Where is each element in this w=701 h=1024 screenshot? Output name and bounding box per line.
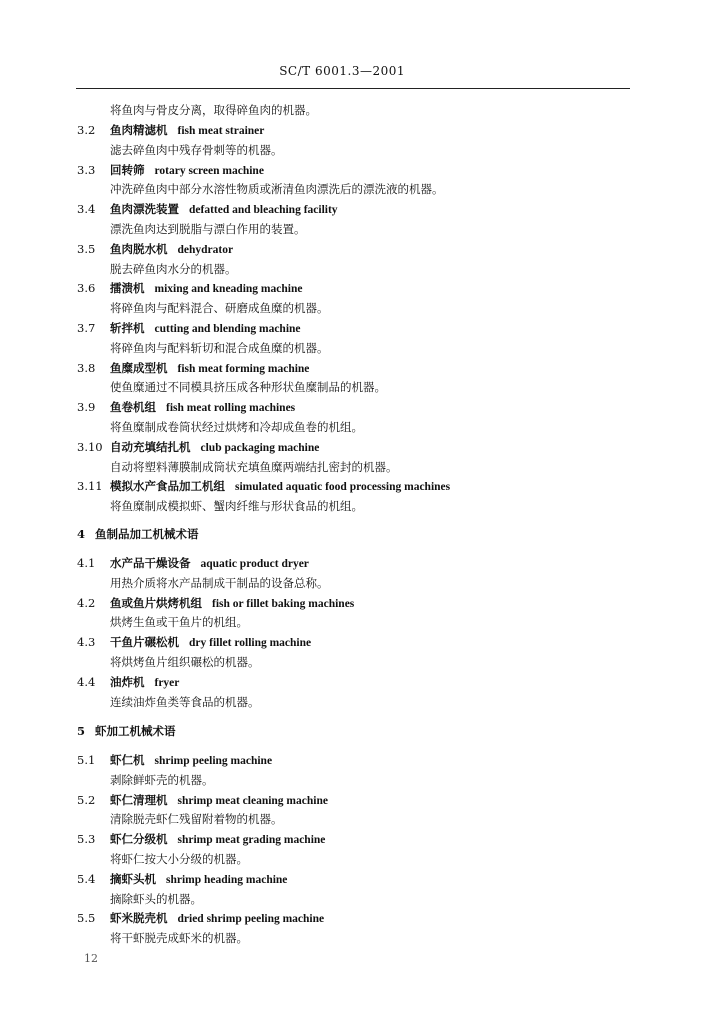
- entry-number: 4.3: [77, 635, 96, 650]
- lead-definition: 将鱼肉与骨皮分离，取得碎鱼肉的机器。: [110, 103, 317, 117]
- term-english: shrimp meat grading machine: [177, 834, 326, 847]
- term-english: fish or fillet baking machines: [212, 597, 355, 610]
- term-english: rotary screen machine: [154, 164, 264, 177]
- term-definition: 摘除虾头的机器。: [110, 891, 202, 906]
- term-chinese: 鱼糜成型机: [110, 360, 168, 375]
- section-number: 5: [77, 724, 86, 738]
- entry-number: 3.6: [77, 281, 96, 296]
- term-english: dry fillet rolling machine: [189, 637, 312, 650]
- term-heading: [110, 752, 272, 769]
- term-english: mixing and kneading machine: [154, 283, 303, 296]
- term-heading: [110, 399, 295, 416]
- term-chinese: 鱼肉漂洗装置: [110, 202, 179, 217]
- term-english: simulated aquatic food processing machines: [235, 481, 451, 494]
- page-number: 12: [84, 952, 98, 965]
- term-heading: [110, 201, 338, 218]
- term-english: shrimp meat cleaning machine: [177, 794, 328, 807]
- term-definition: 将鱼糜制成模拟虾、蟹肉纤维与形状食品的机组。: [110, 499, 363, 514]
- entry-number: 3.7: [77, 321, 96, 335]
- term-definition: 将干虾脱壳成虾米的机器。: [110, 931, 248, 946]
- term-chinese: 虾仁机: [110, 753, 145, 767]
- term-chinese: 鱼或鱼片烘烤机组: [110, 595, 202, 610]
- term-chinese: 模拟水产食品加工机组: [110, 479, 225, 494]
- term-chinese: 回转筛: [110, 162, 145, 177]
- term-definition: 使鱼糜通过不同模具挤压成各种形状鱼糜制品的机器。: [110, 380, 386, 395]
- term-english: defatted and bleaching facility: [189, 204, 338, 217]
- term-definition: 冲洗碎鱼肉中部分水溶性物质或淅清鱼肉漂洗后的漂洗液的机器。: [110, 182, 444, 197]
- term-chinese: 虾仁分级机: [110, 832, 168, 847]
- term-definition: 将碎鱼肉与配料斩切和混合成鱼糜的机器。: [110, 340, 329, 355]
- term-heading: [110, 162, 264, 179]
- term-english: club packaging machine: [200, 441, 320, 454]
- term-chinese: 擂溃机: [110, 281, 145, 296]
- term-definition: 连续油炸鱼类等食品的机器。: [110, 694, 260, 709]
- term-heading: [110, 122, 264, 139]
- term-english: fish meat strainer: [177, 125, 265, 137]
- term-chinese: 油炸机: [110, 674, 145, 689]
- term-chinese: 自动充填结扎机: [110, 439, 191, 454]
- entry-number: 3.8: [77, 360, 96, 375]
- term-definition: 将虾仁按大小分级的机器。: [110, 852, 248, 866]
- term-heading: [110, 674, 179, 691]
- section-heading: [77, 526, 199, 542]
- term-definition: 用热介质将水产品制成干制品的设备总称。: [110, 575, 329, 590]
- term-heading: [110, 280, 302, 297]
- term-chinese: 干鱼片碾松机: [110, 635, 179, 650]
- term-chinese: 鱼肉脱水机: [110, 241, 168, 256]
- entry-number: 3.9: [77, 400, 96, 415]
- entry-number: 3.3: [77, 162, 96, 177]
- entry-number: 3.4: [77, 202, 96, 217]
- term-english: shrimp heading machine: [166, 873, 288, 886]
- term-heading: [110, 360, 309, 377]
- term-heading: [110, 478, 450, 495]
- term-definition: 自动将塑料薄膜制成筒状充填鱼糜两端结扎密封的机器。: [110, 459, 398, 474]
- section-title: 鱼制品加工机械术语: [95, 527, 199, 541]
- entry-number: 4.2: [77, 595, 96, 610]
- term-definition: 剥除鲜虾壳的机器。: [110, 772, 214, 787]
- term-chinese: 斩拌机: [110, 321, 145, 335]
- term-english: aquatic product dryer: [200, 558, 309, 570]
- section-number: 4: [77, 527, 86, 541]
- section-heading: [77, 723, 176, 739]
- term-heading: [110, 792, 328, 809]
- term-heading: [110, 595, 354, 612]
- header-rule: [76, 88, 630, 89]
- term-chinese: 鱼肉精滤机: [110, 123, 168, 137]
- term-heading: [110, 439, 319, 456]
- term-definition: 清除脱壳虾仁残留附着物的机器。: [110, 812, 283, 827]
- term-english: shrimp peeling machine: [154, 755, 273, 767]
- term-heading: [110, 241, 233, 258]
- term-heading: [110, 831, 325, 848]
- term-english: dehydrator: [177, 243, 234, 256]
- term-definition: 漂洗鱼肉达到脱脂与漂白作用的装置。: [110, 222, 306, 236]
- term-chinese: 虾米脱壳机: [110, 911, 168, 926]
- term-heading: [110, 910, 324, 927]
- entry-number: 3.11: [77, 479, 103, 494]
- term-chinese: 摘虾头机: [110, 871, 156, 886]
- term-chinese: 水产品干燥设备: [110, 556, 191, 570]
- term-definition: 烘烤生鱼或干鱼片的机组。: [110, 615, 248, 630]
- term-definition: 将鱼糜制成卷筒状经过烘烤和冷却成鱼卷的机组。: [110, 420, 363, 434]
- entry-number: 5.1: [77, 753, 96, 767]
- entry-number: 4.4: [77, 674, 96, 689]
- term-english: fish meat forming machine: [177, 362, 310, 375]
- term-english: fryer: [154, 676, 180, 689]
- entry-number: 5.3: [77, 832, 96, 847]
- term-chinese: 鱼卷机组: [110, 400, 156, 415]
- entry-number: 3.10: [77, 439, 103, 454]
- term-chinese: 虾仁清理机: [110, 792, 168, 807]
- entry-number: 3.2: [77, 123, 96, 137]
- entry-number: 4.1: [77, 556, 96, 570]
- section-title: 虾加工机械术语: [95, 724, 176, 738]
- document-code-header: SC/T 6001.3—2001: [279, 64, 405, 78]
- entry-number: 3.5: [77, 241, 96, 256]
- term-definition: 滤去碎鱼肉中残存骨刺等的机器。: [110, 142, 283, 157]
- term-definition: 将烘烤鱼片组织碾松的机器。: [110, 655, 260, 669]
- entry-number: 5.4: [77, 871, 96, 886]
- term-english: dried shrimp peeling machine: [177, 913, 325, 926]
- term-english: cutting and blending machine: [154, 323, 301, 335]
- term-heading: [110, 871, 287, 888]
- term-definition: 脱去碎鱼肉水分的机器。: [110, 261, 237, 276]
- entry-number: 5.5: [77, 911, 96, 926]
- entry-number: 5.2: [77, 792, 96, 807]
- term-heading: [110, 555, 309, 572]
- term-english: fish meat rolling machines: [166, 402, 296, 415]
- term-heading: [110, 634, 311, 651]
- term-definition: 将碎鱼肉与配料混合、研磨成鱼糜的机器。: [110, 301, 329, 316]
- term-heading: [110, 320, 301, 337]
